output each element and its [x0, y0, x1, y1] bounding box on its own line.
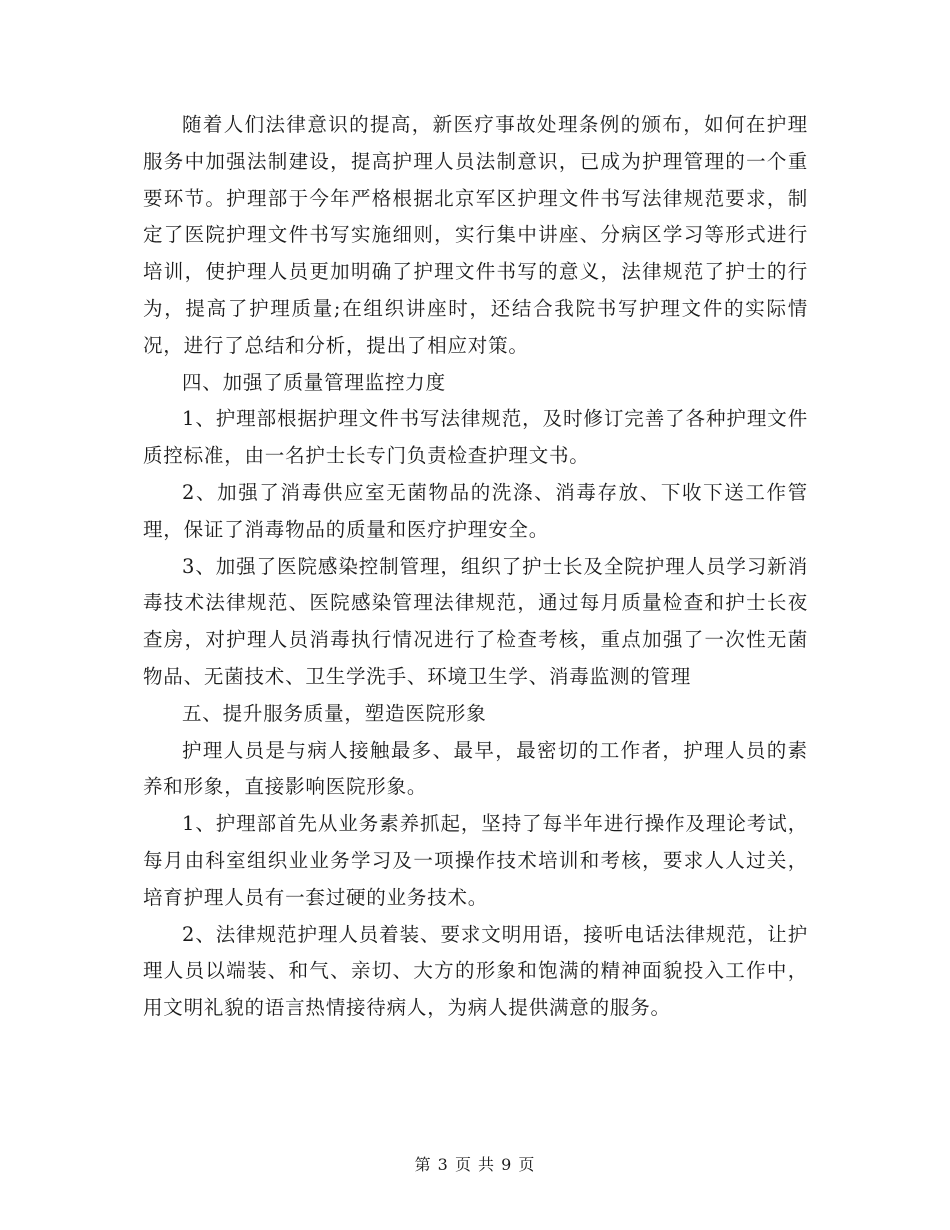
paragraph-item-3-infection-control: 3、加强了医院感染控制管理，组织了护士长及全院护理人员学习新消毒技术法律规范、医院感染管理法律规范，通过每月质量检查和护士长夜查房，对护理人员消毒执行情况进行了检查考核，重点加强了一次性无菌物品、无菌技术、卫生学洗手、环境卫生学、消毒监测的管理: [143, 554, 808, 688]
heading-section-four: 四、加强了质量管理监控力度: [182, 370, 446, 394]
heading-section-five: 五、提升服务质量，塑造医院形象: [182, 701, 487, 725]
paragraph-item-1-documents: 1、护理部根据护理文件书写法律规范，及时修订完善了各种护理文件质控标准，由一名护士长专门负责检查护理文书。: [143, 407, 808, 468]
paragraph-service-intro: 护理人员是与病人接触最多、最早，最密切的工作者，护理人员的素养和形象，直接影响医院形象。: [143, 738, 808, 799]
paragraph-item-1-training: 1、护理部首先从业务素养抓起，坚持了每半年进行操作及理论考试，每月由科室组织业业务学习及一项操作技术培训和考核，要求人人过关，培育护理人员有一套过硬的业务技术。: [143, 812, 808, 909]
paragraph-item-2-conduct: 2、法律规范护理人员着装、要求文明用语，接听电话法律规范，让护理人员以端装、和气、亲切、大方的形象和饱满的精神面貌投入工作中，用文明礼貌的语言热情接待病人，为病人提供满意的服务。: [143, 922, 808, 1020]
page-number-footer: 第 3 页 共 9 页: [414, 1155, 536, 1174]
paragraph-legal-awareness: 随着人们法律意识的提高，新医疗事故处理条例的颁布，如何在护理服务中加强法制建设，提高护理人员法制意识，已成为护理管理的一个重要环节。护理部于今年严格根据北京军区护理文件书写法律规范要求，制定了医院护理文件书写实施细则，实行集中讲座、分病区学习等形式进行培训，使护理人员更加明确了护理文件书写的意义，法律规范了护士的行为，提高了护理质量;在组织讲座时，还结合我院书写护理文件的实际情况，进行了总结和分析，提出了相应对策。: [143, 113, 808, 357]
document-body: [143, 107, 808, 1027]
paragraph-item-2-disinfection: 2、加强了消毒供应室无菌物品的洗涤、消毒存放、下收下送工作管理，保证了消毒物品的质量和医疗护理安全。: [143, 480, 808, 541]
